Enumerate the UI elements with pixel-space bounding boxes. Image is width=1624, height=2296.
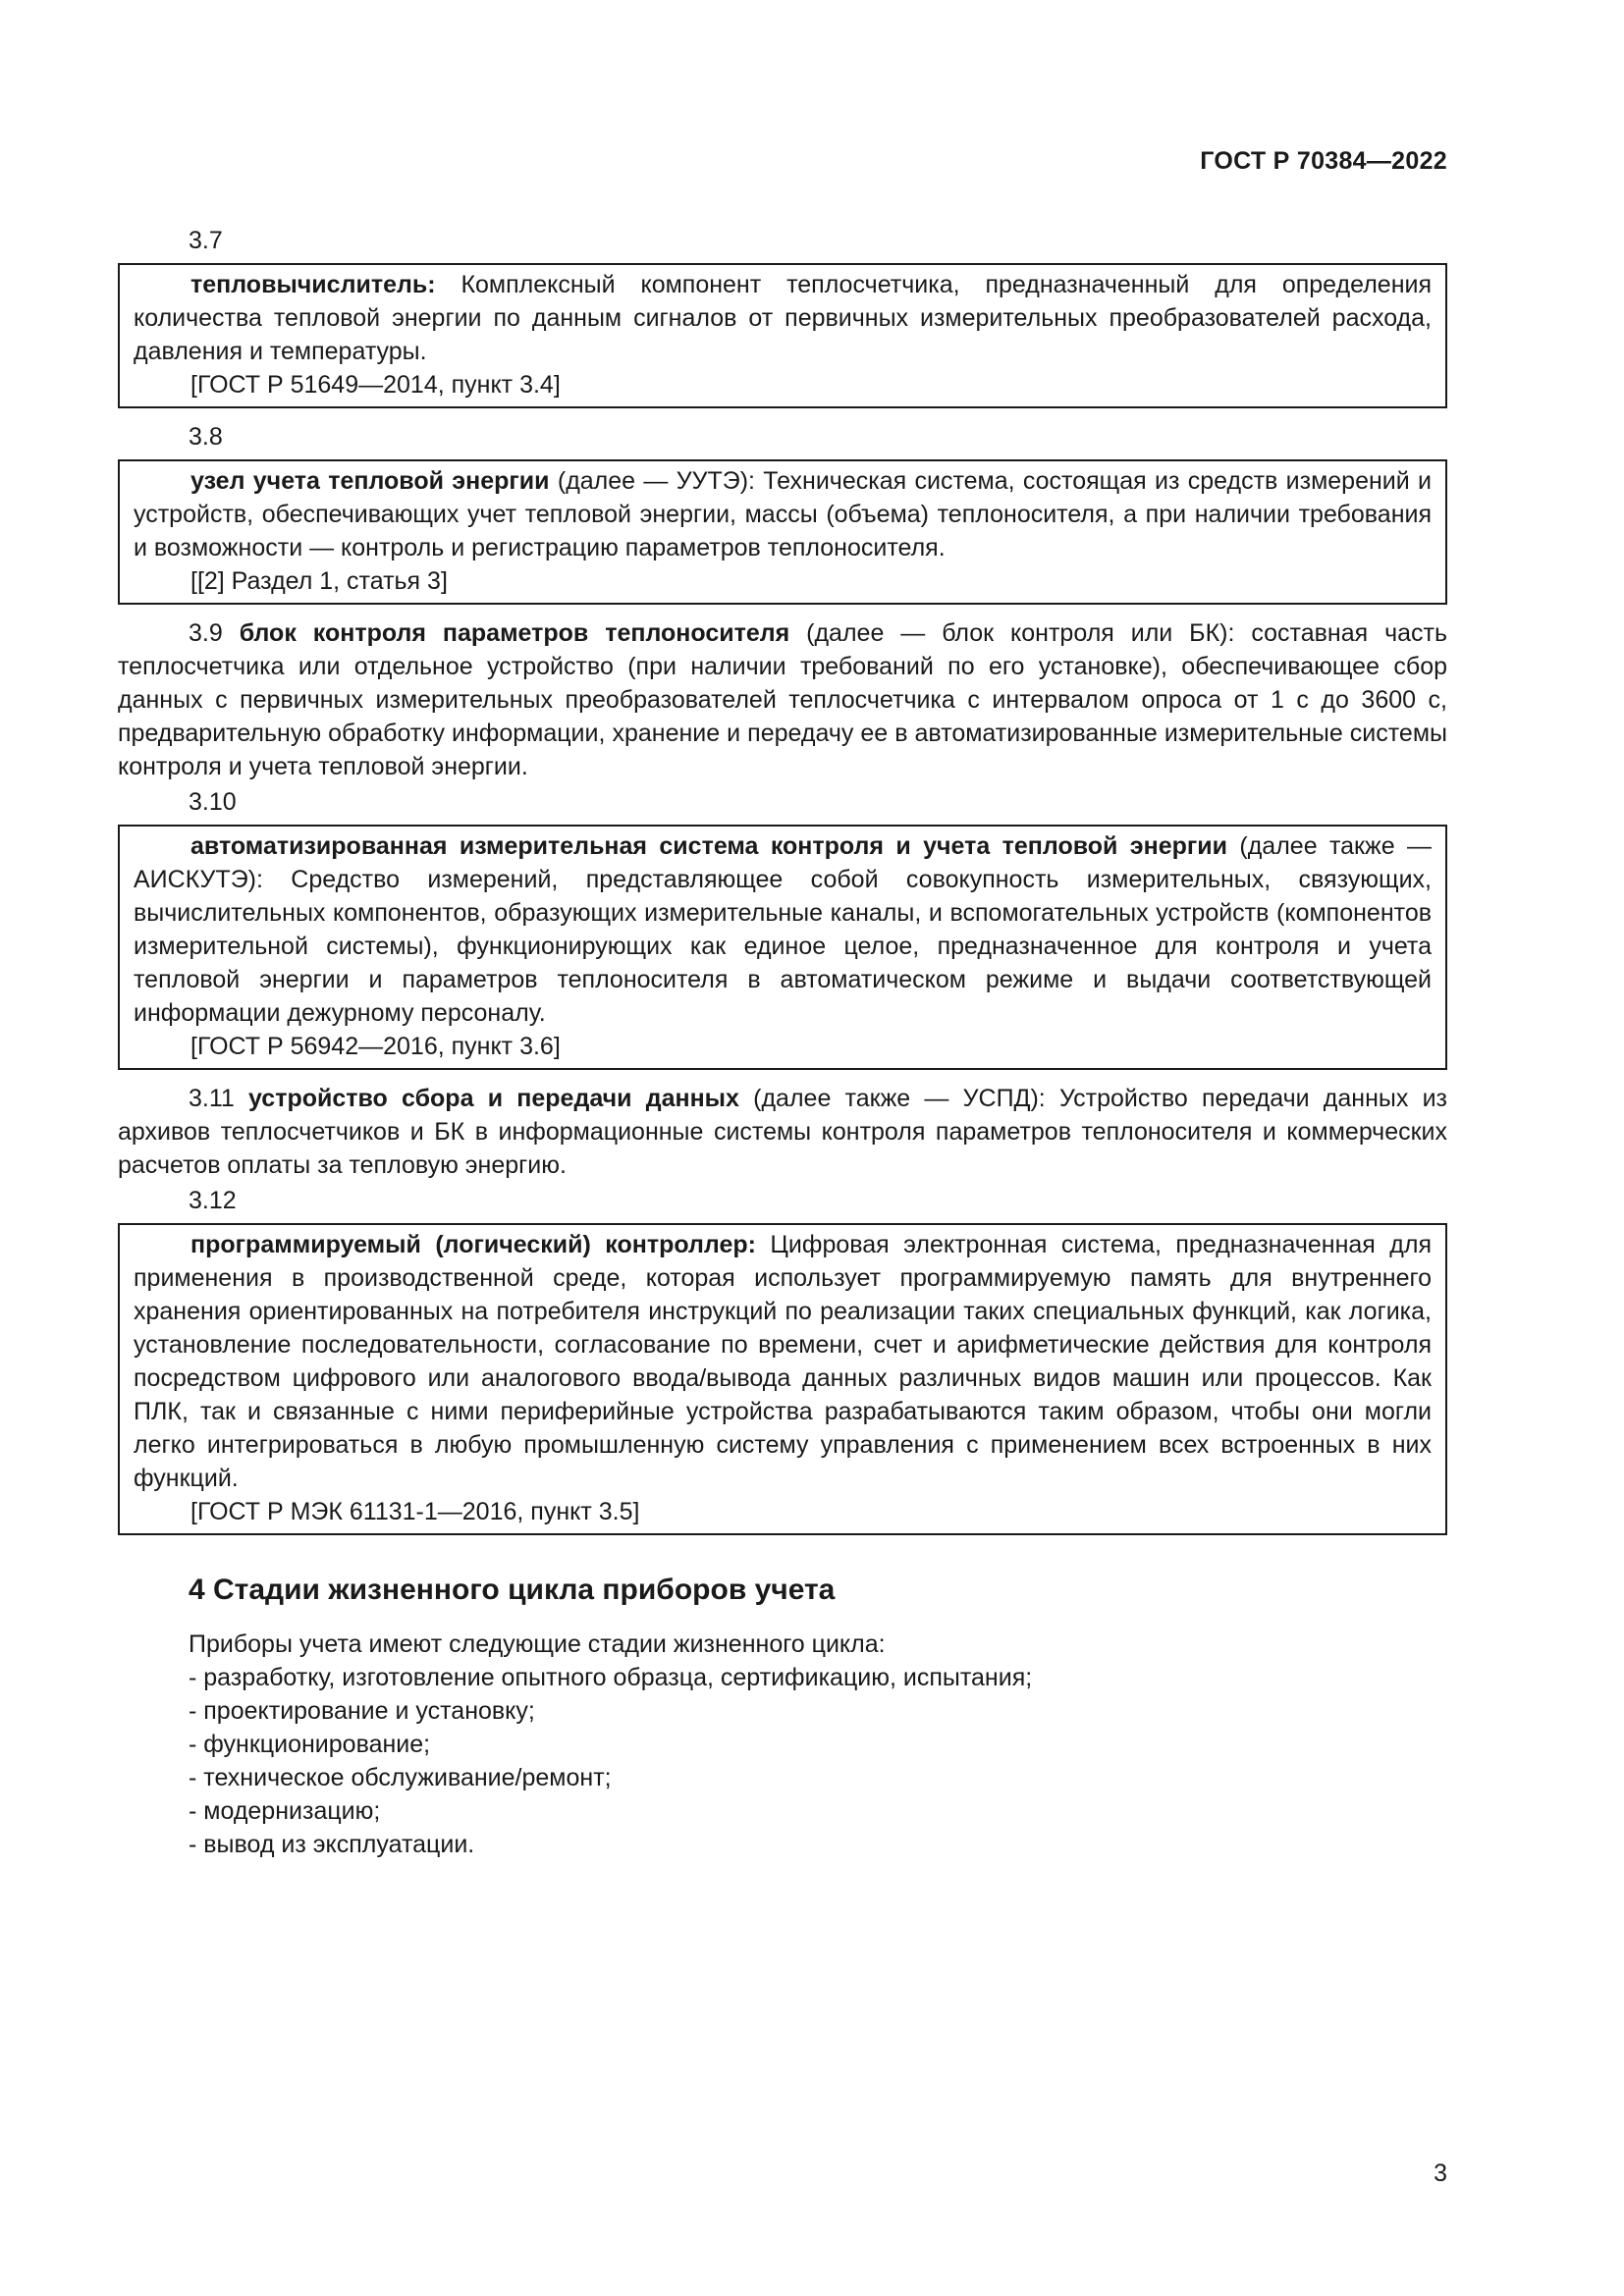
paragraph-term: блок контроля параметров теплоносителя bbox=[239, 619, 790, 647]
paragraph-term: устройство сбора и передачи данных bbox=[248, 1085, 739, 1112]
term-definition-box bbox=[118, 459, 1447, 605]
term-number: 3.10 bbox=[189, 788, 237, 816]
term-definition bbox=[134, 268, 1432, 368]
term-source: [ГОСТ Р МЭК 61131-1—2016, пункт 3.5] bbox=[190, 1498, 640, 1525]
term-source: [ГОСТ Р 51649—2014, пункт 3.4] bbox=[190, 371, 561, 399]
term-source: [[2] Раздел 1, статья 3] bbox=[190, 567, 448, 595]
page-number: 3 bbox=[1434, 2160, 1447, 2187]
paragraph-number: 3.9 bbox=[189, 619, 240, 647]
paragraph bbox=[118, 1082, 1447, 1182]
term-number: 3.8 bbox=[189, 423, 223, 451]
paragraph-block bbox=[118, 1082, 1447, 1182]
list-item: - вывод из эксплуатации. bbox=[189, 1831, 475, 1858]
term-number: 3.7 bbox=[189, 227, 223, 254]
term-definition-text: Комплексный компонент теплосчетчика, предназначенный для определения количества тепловой энергии по данным сигналов от первичных измерительных преобразователей расхода, давления и температуры. bbox=[134, 271, 1432, 365]
document-body bbox=[118, 224, 1447, 1861]
list-item: - функционирование; bbox=[189, 1731, 431, 1758]
paragraph-block bbox=[118, 616, 1447, 783]
paragraph bbox=[118, 616, 1447, 783]
term-definition bbox=[134, 1228, 1432, 1495]
paragraph-text: (далее — блок контроля или БК): составная часть теплосчетчика или отдельное устройство (при наличии требований по его установке), обеспечивающее сбор данных с первичных измерительных преобразователей теплосчетчика с интервалом опроса от 1 с до 3600 с, предварительную обработку информации, хранение и передачу ее в автоматизированные измерительные системы контроля и учета тепловой энергии. bbox=[118, 619, 1447, 780]
term-definition-box bbox=[118, 825, 1447, 1070]
section-heading: 4 Стадии жизненного цикла приборов учета bbox=[189, 1574, 836, 1606]
term-name: узел учета тепловой энергии bbox=[190, 467, 550, 495]
term-number: 3.12 bbox=[189, 1187, 237, 1214]
list-item: - модернизацию; bbox=[189, 1797, 381, 1825]
term-name: программируемый (логический) контроллер: bbox=[190, 1231, 756, 1258]
term-name: тепловычислитель: bbox=[190, 271, 436, 298]
term-definition bbox=[134, 464, 1432, 564]
term-definition-text: Цифровая электронная система, предназначенная для применения в производственной среде, которая использует программируемую память для внутреннего хранения ориентированных на потребителя инструкций по реализации таких специальных функций, как логика, установление последовательности, согласование по времени, счет и арифметические действия для контроля посредством цифрового или аналогового ввода/вывода данных различных видов машин или процессов. Как ПЛК, так и связанные с ними периферийные устройства разрабатываются таким образом, чтобы они могли легко интегрироваться в любую промышленную систему управления с применением всех встроенных в них функций. bbox=[134, 1231, 1432, 1492]
term-name: автоматизированная измерительная система контроля и учета тепловой энергии bbox=[190, 832, 1228, 860]
paragraph-text: (далее также — УСПД): Устройство передачи данных из архивов теплосчетчиков и БК в информационные системы контроля параметров теплоносителя и коммерческих расчетов оплаты за тепловую энергию. bbox=[118, 1085, 1447, 1179]
paragraph-number: 3.11 bbox=[189, 1085, 249, 1112]
term-source: [ГОСТ Р 56942—2016, пункт 3.6] bbox=[190, 1033, 561, 1060]
lifecycle-stages-list bbox=[118, 1661, 1447, 1861]
list-item: - техническое обслуживание/ремонт; bbox=[189, 1764, 612, 1791]
term-definition-box bbox=[118, 263, 1447, 408]
term-definition bbox=[134, 829, 1432, 1030]
section-intro: Приборы учета имеют следующие стадии жизненного цикла: bbox=[189, 1630, 886, 1658]
term-definition-text: (далее также — АИСКУТЭ): Средство измерений, представляющее собой совокупность измерительных, связующих, вычислительных компонентов, образующих измерительные каналы, и вспомогательных устройств (компонентов измерительной системы), функционирующих как единое целое, предназначенное для контроля и учета тепловой энергии и параметров теплоносителя в автоматическом режиме и выдачи соответствующей информации дежурному персоналу. bbox=[134, 832, 1432, 1027]
document-header: ГОСТ Р 70384—2022 bbox=[1200, 147, 1447, 175]
list-item: - разработку, изготовление опытного образца, сертификацию, испытания; bbox=[189, 1664, 1033, 1691]
term-definition-box bbox=[118, 1223, 1447, 1535]
term-definition-text: (далее — УУТЭ): Техническая система, состоящая из средств измерений и устройств, обеспечивающих учет тепловой энергии, массы (объема) теплоносителя, а при наличии требования и возможности — контроль и регистрацию параметров теплоносителя. bbox=[134, 467, 1432, 561]
list-item: - проектирование и установку; bbox=[189, 1697, 535, 1725]
